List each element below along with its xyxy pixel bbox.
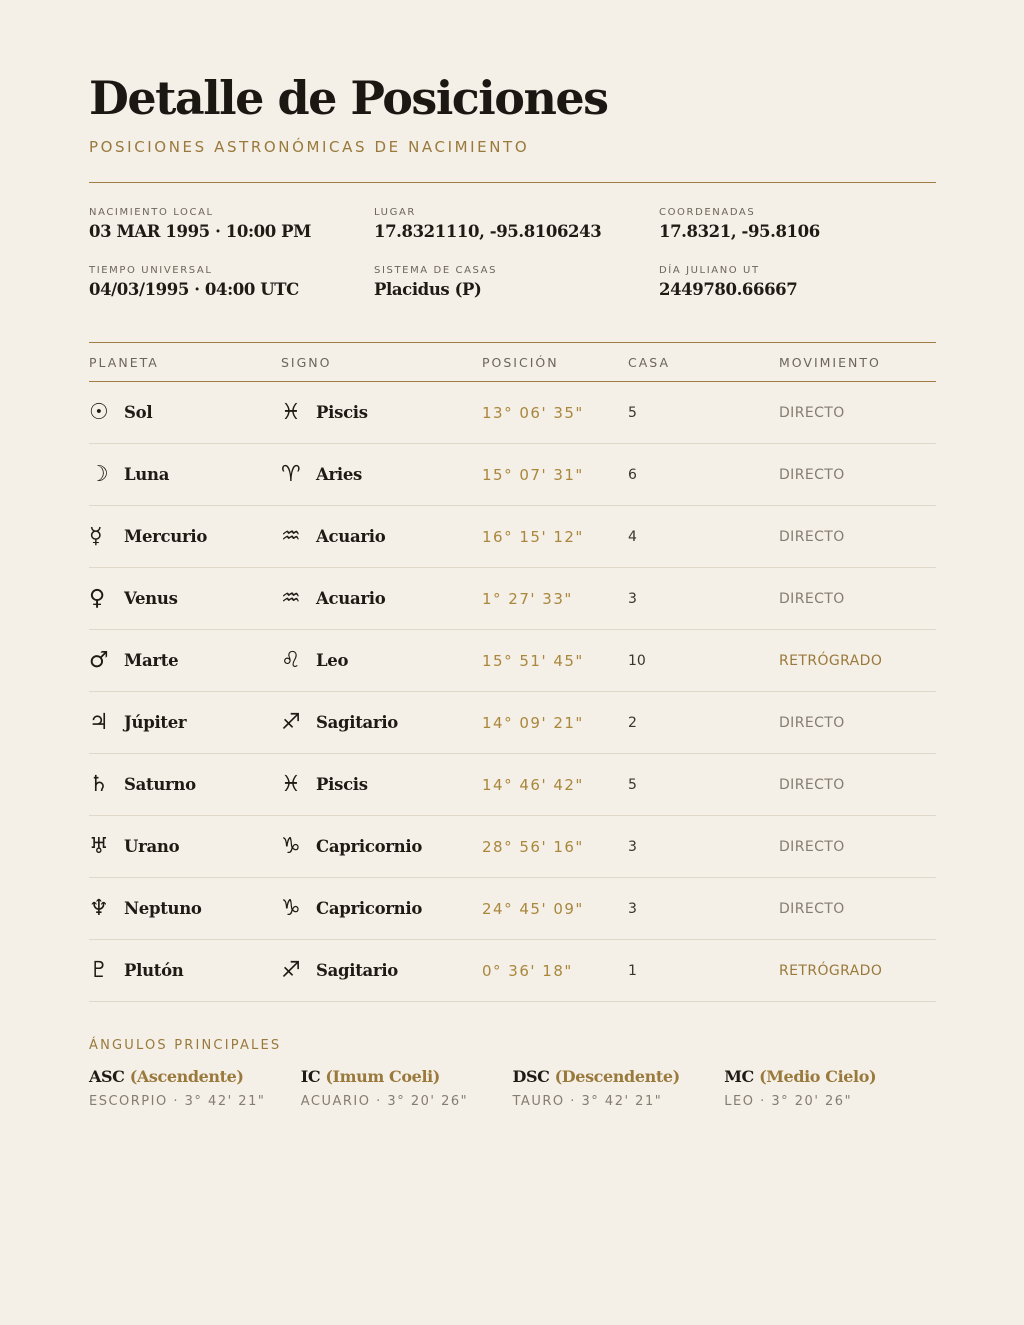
meta-label: LUGAR (374, 207, 416, 218)
angle-sign: ESCORPIO (89, 1094, 168, 1109)
position-value: 0° 36' 18" (482, 961, 573, 980)
sign-cell (281, 957, 482, 983)
pluto-icon: ♇ (89, 957, 109, 983)
angle-separator: · (760, 1094, 766, 1109)
planet-cell (89, 957, 281, 983)
motion-value: DIRECTO (779, 590, 845, 607)
house-value: 3 (628, 590, 637, 607)
house-value: 3 (628, 838, 637, 855)
table-row (89, 506, 936, 568)
positions-table (89, 342, 936, 1002)
angle-item-mc (724, 1067, 936, 1109)
meta-place (374, 207, 659, 241)
motion-value: DIRECTO (779, 900, 845, 917)
angle-full-name: (Ascendente) (129, 1067, 244, 1086)
motion-value: RETRÓGRADO (779, 652, 883, 669)
planet-name: Mercurio (124, 527, 208, 546)
house-value: 4 (628, 528, 637, 545)
angle-sign: TAURO (512, 1094, 565, 1109)
column-header-motion: MOVIMIENTO (779, 354, 881, 370)
jupiter-icon: ♃ (89, 709, 109, 735)
meta-value: 03 MAR 1995 · 10:00 PM (89, 222, 312, 241)
sign-name: Piscis (316, 403, 368, 422)
saturn-icon: ♄ (89, 771, 109, 797)
table-row (89, 382, 936, 444)
motion-value: DIRECTO (779, 714, 845, 731)
table-row (89, 816, 936, 878)
moon-icon: ☽ (89, 461, 109, 487)
mars-icon: ♂ (89, 647, 109, 673)
planet-name: Neptuno (124, 899, 202, 918)
table-row (89, 878, 936, 940)
angle-separator: · (376, 1094, 382, 1109)
angle-abbr: MC (724, 1067, 754, 1086)
planet-name: Venus (124, 589, 178, 608)
meta-label: TIEMPO UNIVERSAL (89, 265, 213, 276)
sign-name: Capricornio (316, 837, 423, 856)
house-value: 2 (628, 714, 637, 731)
angle-abbr: ASC (89, 1067, 125, 1086)
meta-house-system (374, 265, 659, 299)
house-value: 5 (628, 776, 637, 793)
pisces-icon: ♓ (281, 771, 301, 797)
mercury-icon: ☿ (89, 523, 103, 549)
angle-item-dsc (513, 1067, 725, 1109)
aries-icon: ♈ (281, 461, 301, 487)
meta-local-birth (89, 207, 374, 241)
planet-name: Urano (124, 837, 180, 856)
angle-separator: · (173, 1094, 179, 1109)
planet-cell (89, 585, 281, 611)
angle-full-name: (Descendente) (554, 1067, 680, 1086)
house-value: 5 (628, 404, 637, 421)
sign-name: Sagitario (316, 961, 398, 980)
sign-cell (281, 647, 482, 673)
sign-name: Leo (316, 651, 349, 670)
planet-name: Marte (124, 651, 179, 670)
position-value: 1° 27' 33" (482, 589, 573, 608)
sign-cell (281, 895, 482, 921)
neptune-icon: ♆ (89, 895, 109, 921)
planet-name: Sol (124, 403, 153, 422)
angle-item-ic (301, 1067, 513, 1109)
position-value: 15° 51' 45" (482, 651, 584, 670)
position-value: 24° 45' 09" (482, 899, 584, 918)
meta-label: SISTEMA DE CASAS (374, 265, 498, 276)
table-row (89, 630, 936, 692)
house-value: 6 (628, 466, 637, 483)
capricorn-icon: ♑ (281, 895, 301, 921)
meta-label: COORDENADAS (659, 207, 756, 218)
table-row (89, 940, 936, 1002)
meta-value: 17.8321, -95.8106 (659, 222, 820, 241)
angle-degree: 3° 42' 21" (581, 1094, 663, 1109)
motion-value: DIRECTO (779, 466, 845, 483)
angles-grid (89, 1067, 936, 1109)
planet-cell (89, 895, 281, 921)
house-value: 3 (628, 900, 637, 917)
sign-cell (281, 833, 482, 859)
main-angles-section (89, 1038, 936, 1109)
angle-position (89, 1094, 301, 1109)
angle-item-asc (89, 1067, 301, 1109)
planet-cell (89, 523, 281, 549)
angle-position (301, 1094, 513, 1109)
planet-cell (89, 833, 281, 859)
column-header-position: POSICIÓN (482, 354, 559, 370)
motion-value: RETRÓGRADO (779, 962, 883, 979)
house-value: 1 (628, 962, 637, 979)
sign-name: Capricornio (316, 899, 423, 918)
page-title: Detalle de Posiciones (89, 71, 608, 125)
planet-name: Saturno (124, 775, 196, 794)
planet-name: Luna (124, 465, 170, 484)
meta-label: DÍA JULIANO UT (659, 265, 760, 276)
sign-cell (281, 399, 482, 425)
sagittarius-icon: ♐ (281, 709, 301, 735)
house-value: 10 (628, 652, 646, 669)
sign-name: Acuario (316, 589, 386, 608)
capricorn-icon: ♑ (281, 833, 301, 859)
divider (89, 182, 936, 183)
meta-universal-time (89, 265, 374, 299)
angle-sign: ACUARIO (300, 1094, 371, 1109)
angle-position (724, 1094, 936, 1109)
page-subtitle: POSICIONES ASTRONÓMICAS DE NACIMIENTO (89, 138, 530, 156)
meta-value: Placidus (P) (374, 280, 482, 299)
angle-degree: 3° 42' 21" (184, 1094, 266, 1109)
leo-icon: ♌ (281, 647, 301, 673)
meta-value: 17.8321110, -95.8106243 (374, 222, 602, 241)
sign-cell (281, 771, 482, 797)
motion-value: DIRECTO (779, 838, 845, 855)
sun-icon: ☉ (89, 399, 109, 425)
angle-title (89, 1067, 301, 1086)
position-value: 15° 07' 31" (482, 465, 584, 484)
positions-page (89, 70, 936, 1109)
sign-name: Aries (316, 465, 363, 484)
planet-cell (89, 399, 281, 425)
planet-cell (89, 709, 281, 735)
position-value: 13° 06' 35" (482, 403, 584, 422)
angle-full-name: (Medio Cielo) (759, 1067, 877, 1086)
angle-title (724, 1067, 936, 1086)
position-value: 28° 56' 16" (482, 837, 584, 856)
planet-cell (89, 461, 281, 487)
sign-name: Piscis (316, 775, 368, 794)
column-header-sign: SIGNO (281, 354, 332, 370)
angle-sign: LEO (724, 1094, 755, 1109)
planet-name: Plutón (124, 961, 184, 980)
motion-value: DIRECTO (779, 404, 845, 421)
angle-separator: · (570, 1094, 576, 1109)
angle-position (513, 1094, 725, 1109)
table-header (89, 342, 936, 382)
table-row (89, 444, 936, 506)
angles-section-label: ÁNGULOS PRINCIPALES (89, 1038, 282, 1053)
meta-coordinates (659, 207, 936, 241)
angle-degree: 3° 20' 26" (387, 1094, 469, 1109)
sign-cell (281, 585, 482, 611)
sign-name: Sagitario (316, 713, 398, 732)
position-value: 16° 15' 12" (482, 527, 584, 546)
planet-cell (89, 647, 281, 673)
angle-abbr: IC (300, 1067, 321, 1086)
sign-name: Acuario (316, 527, 386, 546)
aquarius-icon: ♒ (281, 523, 301, 549)
angle-title (301, 1067, 513, 1086)
table-row (89, 692, 936, 754)
table-row (89, 568, 936, 630)
sagittarius-icon: ♐ (281, 957, 301, 983)
planet-cell (89, 771, 281, 797)
birth-meta-grid (89, 207, 936, 299)
meta-julian-day (659, 265, 936, 299)
motion-value: DIRECTO (779, 528, 845, 545)
angle-degree: 3° 20' 26" (771, 1094, 853, 1109)
motion-value: DIRECTO (779, 776, 845, 793)
sign-cell (281, 709, 482, 735)
meta-value: 04/03/1995 · 04:00 UTC (89, 280, 299, 299)
angle-full-name: (Imum Coeli) (325, 1067, 440, 1086)
column-header-planet: PLANETA (89, 354, 159, 370)
position-value: 14° 09' 21" (482, 713, 584, 732)
planet-name: Júpiter (124, 713, 187, 732)
meta-label: NACIMIENTO LOCAL (89, 207, 214, 218)
angle-title (513, 1067, 725, 1086)
uranus-icon: ♅ (89, 833, 109, 859)
venus-icon: ♀ (89, 585, 106, 611)
position-value: 14° 46' 42" (482, 775, 584, 794)
meta-value: 2449780.66667 (659, 280, 798, 299)
angle-abbr: DSC (512, 1067, 550, 1086)
table-row (89, 754, 936, 816)
table-body (89, 382, 936, 1002)
sign-cell (281, 523, 482, 549)
column-header-house: CASA (628, 354, 670, 370)
pisces-icon: ♓ (281, 399, 301, 425)
sign-cell (281, 461, 482, 487)
aquarius-icon: ♒ (281, 585, 301, 611)
